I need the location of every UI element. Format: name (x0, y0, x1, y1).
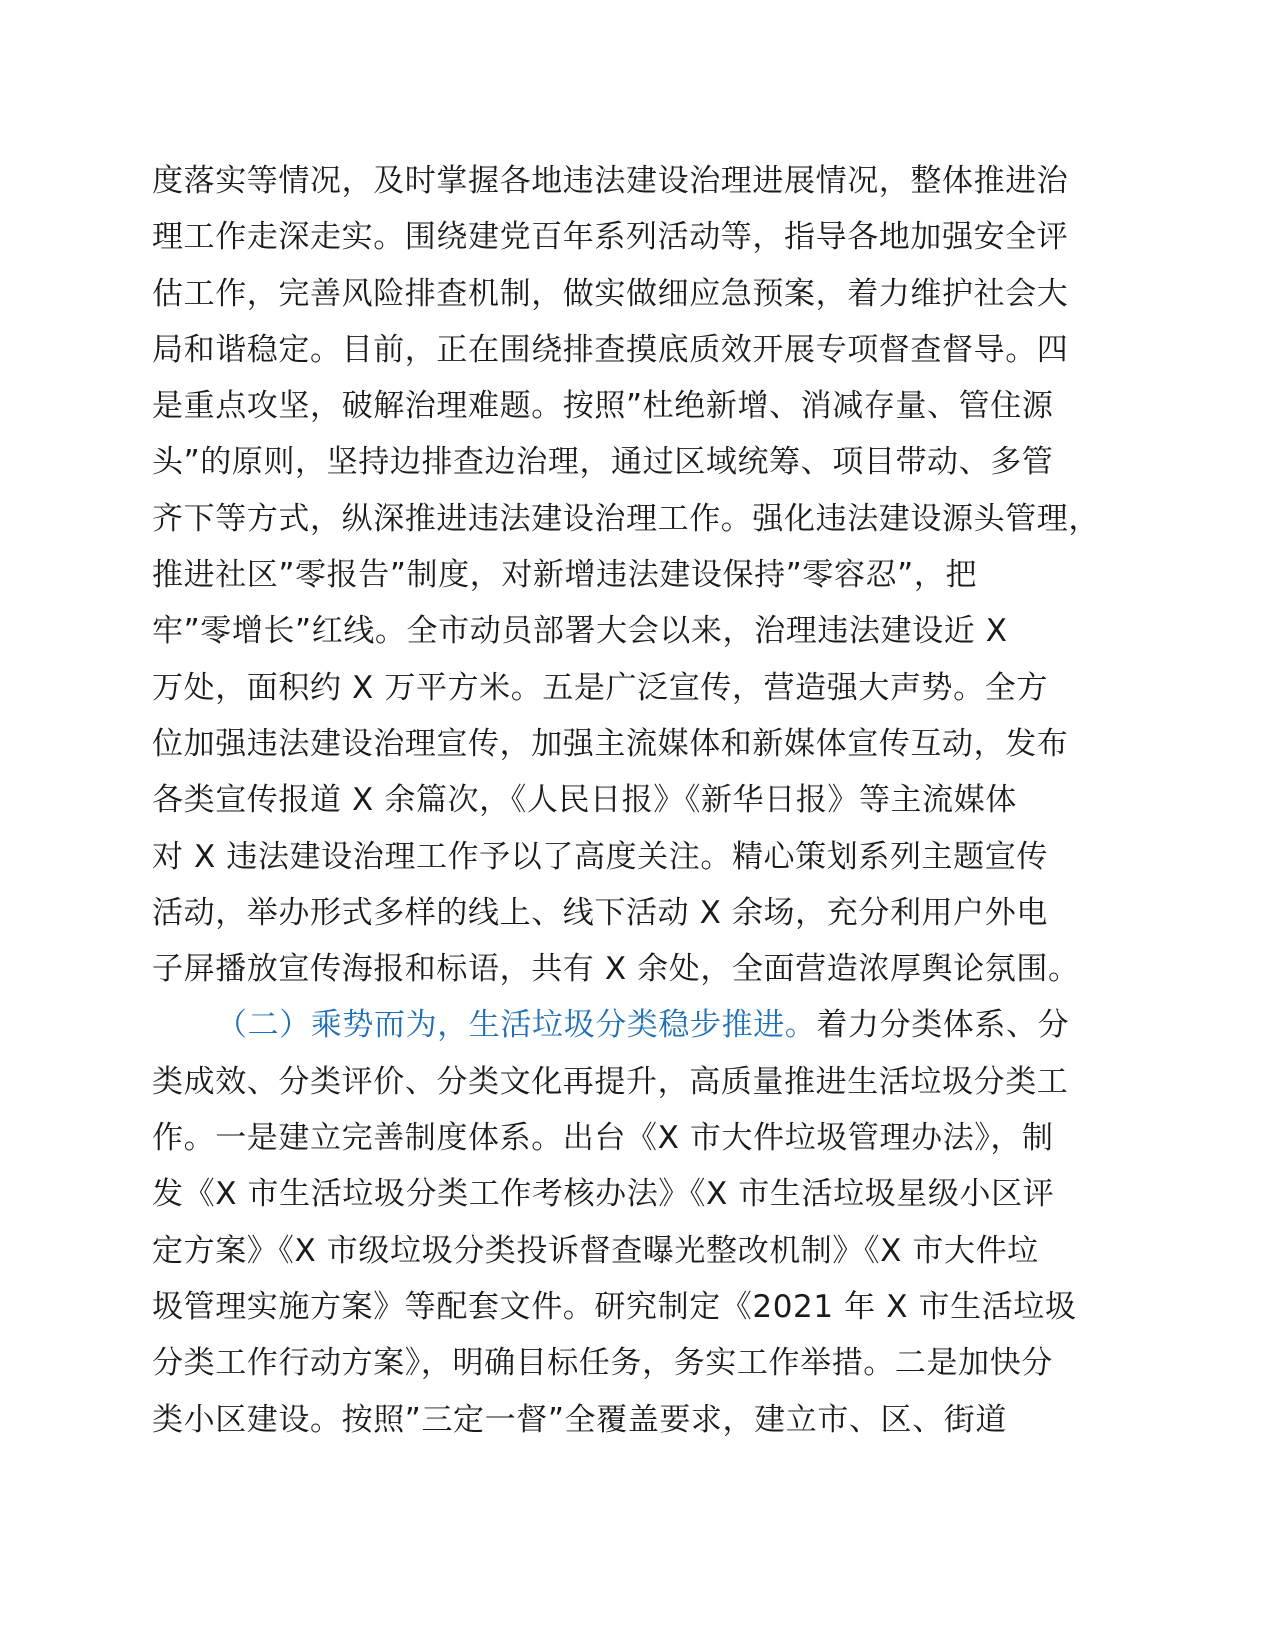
paragraph-garbage-sorting (152, 997, 1127, 1447)
text-line: 发《X 市生活垃圾分类工作考核办法》《X 市生活垃圾星级小区评 (152, 1176, 1055, 1213)
text-line: 局和谐稳定。目前，正在围绕排查摸底质效开展专项督查督导。四 (152, 331, 1069, 368)
text-line: 万处，面积约 X 万平方米。五是广泛宣传，营造强大声势。全方 (152, 669, 1048, 706)
text-line: 推进社区”零报告”制度，对新增违法建设保持”零容忍”，把 (152, 557, 978, 594)
text-line: 头”的原则，坚持边排查边治理，通过区域统筹、项目带动、多管 (152, 444, 1054, 481)
paragraph-violation-governance (152, 153, 1127, 997)
text-line: 定方案》《X 市级垃圾分类投诉督查曝光整改机制》《X 市大件垃 (152, 1232, 1039, 1269)
text-line: 各类宣传报道 X 余篇次，《人民日报》《新华日报》等主流媒体 (152, 782, 1017, 819)
text-line: 子屏播放宣传海报和标语，共有 X 余处，全面营造浓厚舆论氛围。 (152, 951, 1080, 988)
text-line: 齐下等方式，纵深推进违法建设治理工作。强化违法建设源头管理， (152, 500, 1100, 537)
text-line: 类小区建设。按照”三定一督”全覆盖要求，建立市、区、街道 (152, 1401, 1007, 1438)
text-line: 是重点攻坚，破解治理难题。按照”杜绝新增、消减存量、管住源 (152, 388, 1054, 425)
text-line: 活动，举办形式多样的线上、线下活动 X 余场，充分利用户外电 (152, 894, 1048, 931)
text-line: 位加强违法建设治理宣传，加强主流媒体和新媒体宣传互动，发布 (152, 725, 1069, 762)
text-line: 对 X 违法建设治理工作予以了高度关注。精心策划系列主题宣传 (152, 838, 1048, 875)
section-first-line-text: 着力分类体系、分 (816, 1007, 1070, 1044)
text-line: 类成效、分类评价、分类文化再提升，高质量推进生活垃圾分类工 (152, 1063, 1069, 1100)
document-body (152, 153, 1127, 1448)
section-heading: （二）乘势而为，生活垃圾分类稳步推进。 (216, 1007, 817, 1044)
text-line: 圾管理实施方案》等配套文件。研究制定《2021 年 X 市生活垃圾 (152, 1288, 1077, 1325)
section-first-line (152, 997, 1127, 1053)
text-line: 理工作走深走实。围绕建党百年系列活动等，指导各地加强安全评 (152, 219, 1069, 256)
text-line: 牢”零增长”红线。全市动员部署大会以来，治理违法建设近 X (152, 613, 1008, 650)
text-line: 作。一是建立完善制度体系。出台《X 市大件垃圾管理办法》，制 (152, 1120, 1054, 1157)
text-line: 分类工作行动方案》，明确目标任务，务实工作举措。二是加快分 (152, 1345, 1053, 1382)
text-line: 度落实等情况，及时掌握各地违法建设治理进展情况，整体推进治 (152, 163, 1069, 199)
text-line: 估工作，完善风险排查机制，做实做细应急预案，着力维护社会大 (152, 275, 1069, 312)
